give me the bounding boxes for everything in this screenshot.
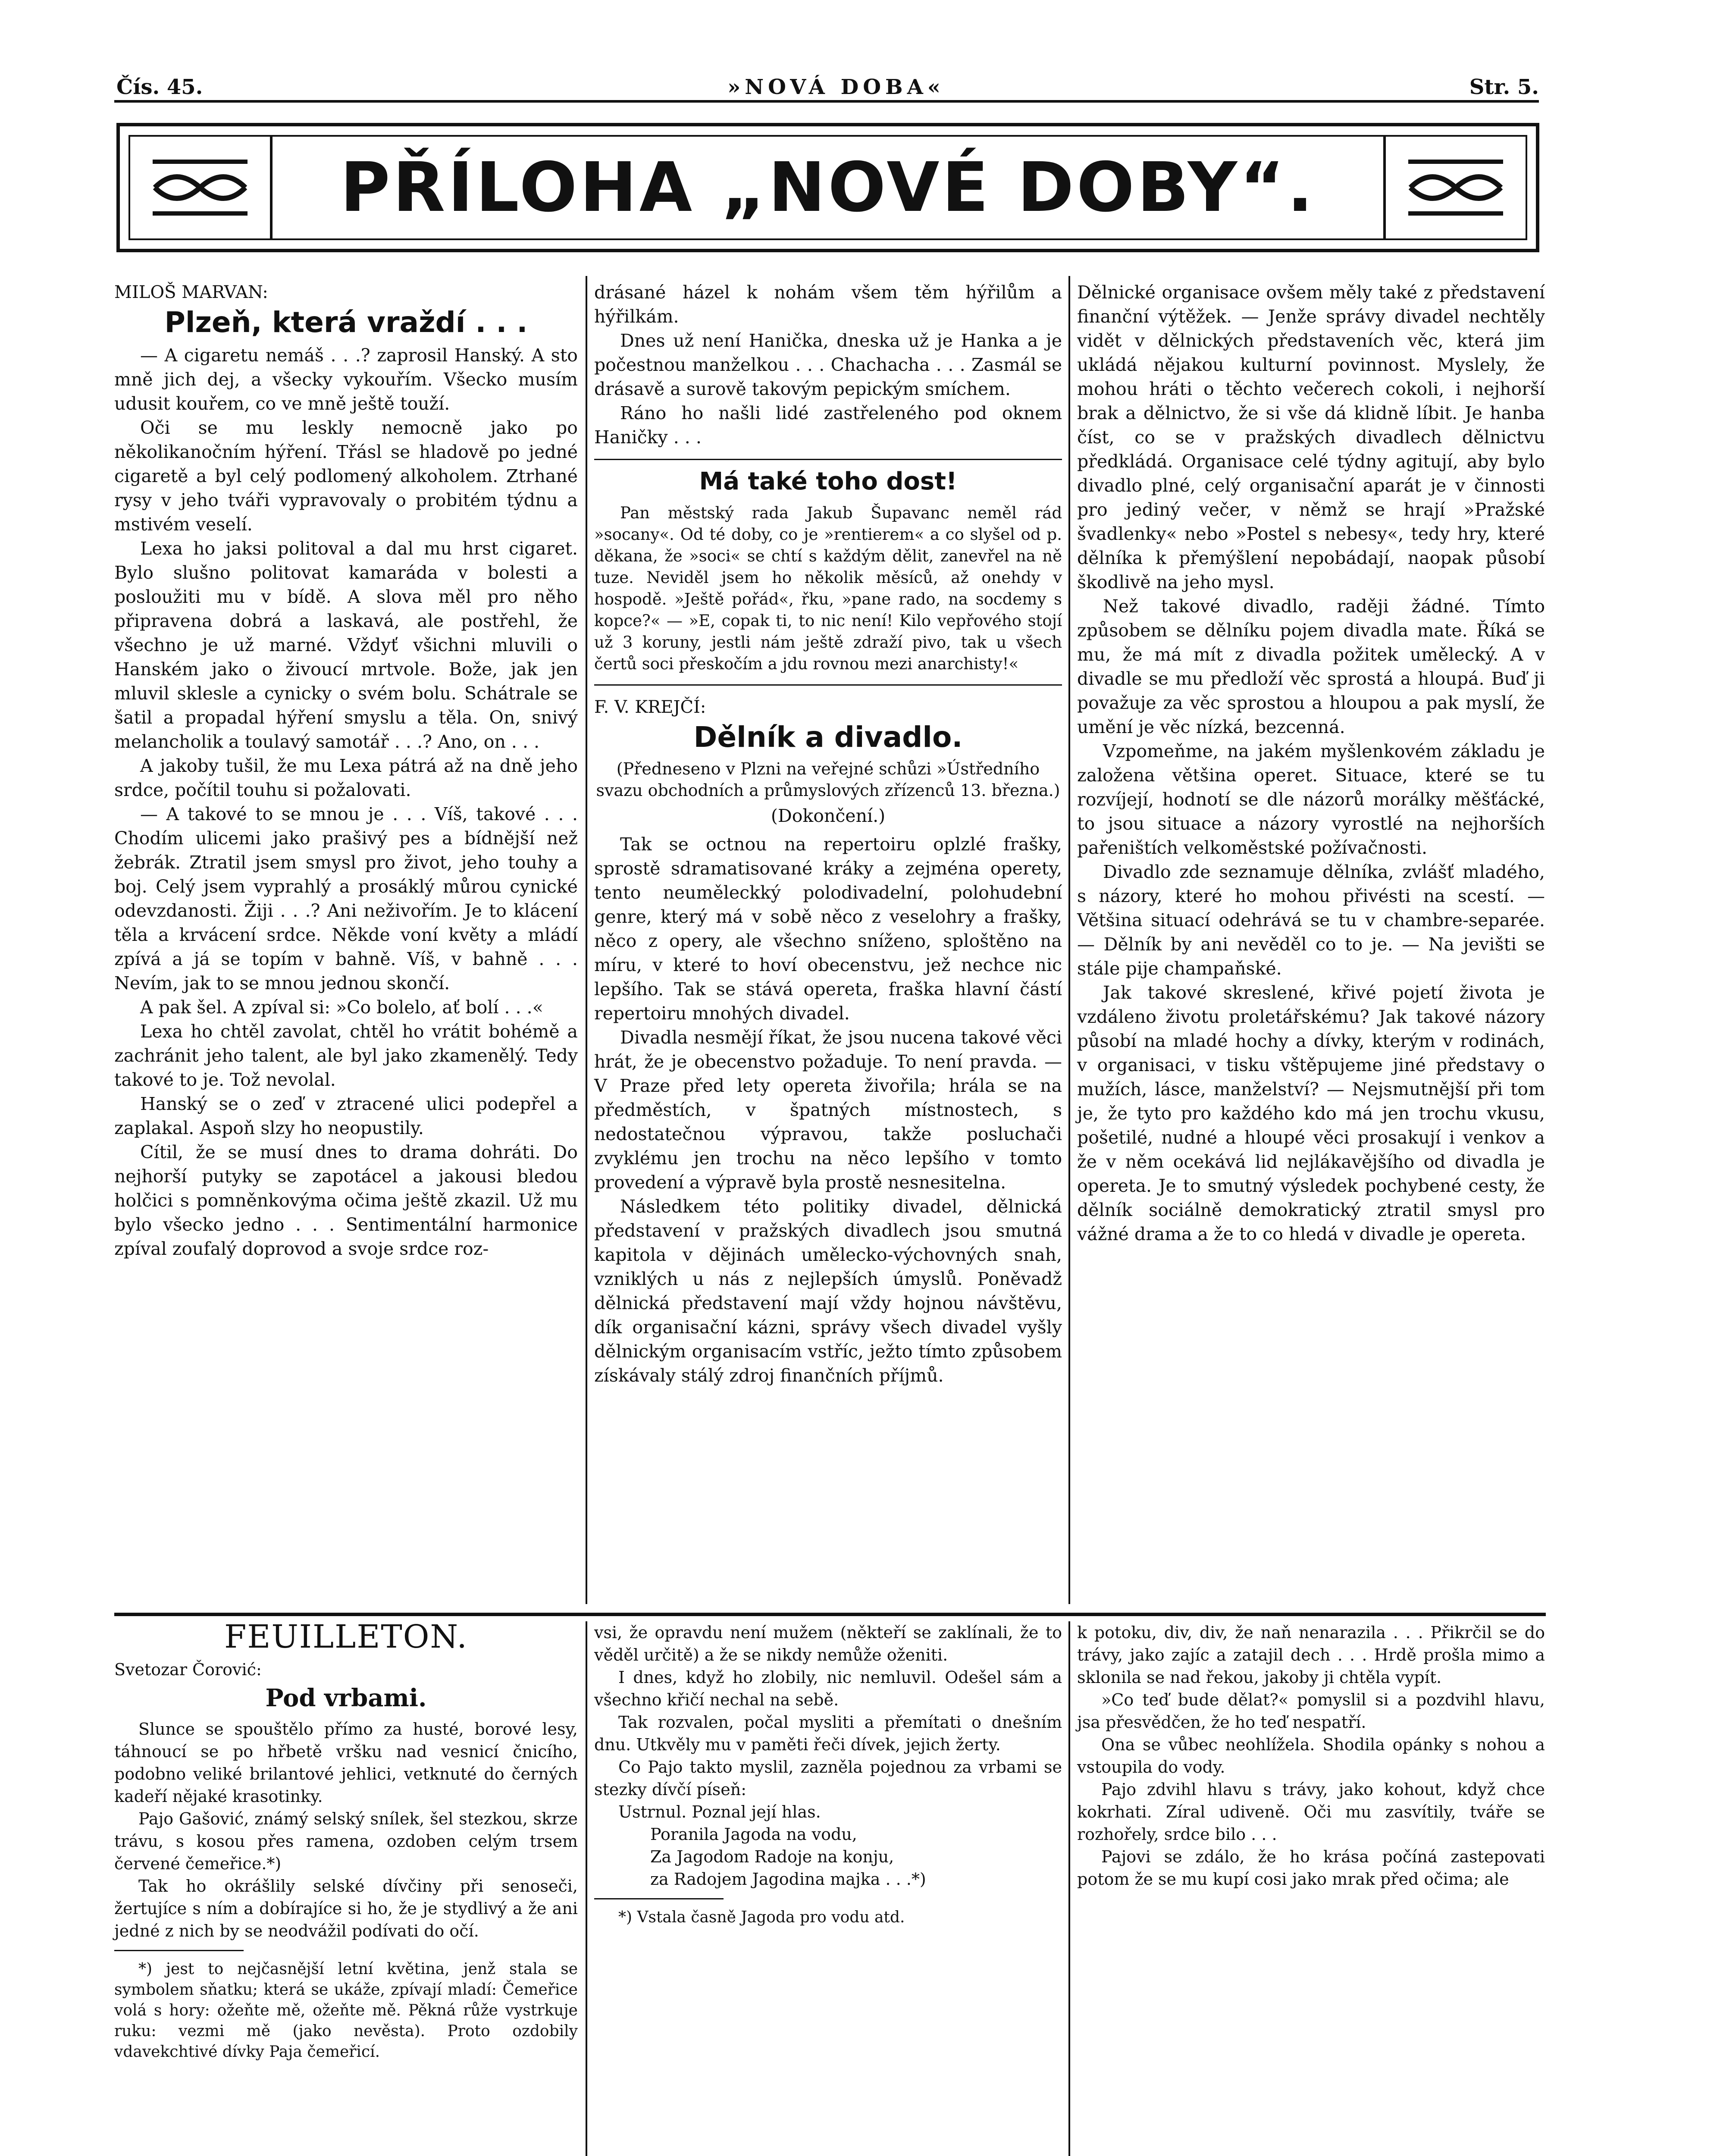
article-subtitle: (Předneseno v Plzni na veřejné schůzi »Ústředního svazu obchodních a průmyslových zřízenců 13. března.) (596, 759, 1060, 800)
article-separator (594, 459, 1062, 460)
article-title: Má také toho dost! (699, 467, 957, 495)
paragraph: Lexa ho chtěl zavolat, chtěl ho vrátit bohémě a zachránit jeho talent, ale byl jako zkamenělý. Tedy takové to je. Tož nevolal. (114, 1021, 578, 1090)
paragraph: Dělnické organisace ovšem měly také z představení finanční výtěžek. — Jenže správy divadel nechtěly vidět v dělnických představeních věc, která jim ukládá nějakou kulturní povinnost. Myslely, že mohou hráti o těchto večerech cokoli, i nejhorší brak a dělnictvo, že si vše dá klidně líbit. Je hanba číst, co se v pražských divadlech dělnictvu předkládá. Organisace celé týdny agitují, aby bylo divadlo plné, celý organisační aparát je v činnosti pro jediný večer, v němž se hrají »Pražské švadlenky« nebo »Postel s nebesy«, tedy hry, které dělníka k přemýšlení nepobádají, naopak působí škodlivě na jeho mysl. (1077, 282, 1545, 592)
paragraph: Pajo zdvihl hlavu s trávy, jako kohout, když chce kokrhati. Zíral udiveně. Oči mu zasvítily, tváře se rozhořely, srdce bilo . . . (1077, 1780, 1545, 1844)
paragraph: Než takové divadlo, raději žádné. Tímto způsobem se dělníku pojem divadla mate. Říká se mu, že má mít z divadla požitek umělecký. A v divadle se mu předloží věc sprostá a hloupá. Buď ji považuje za věc sprostou a hloupou a pak myslí, že umění je věc nízká, bezcenná. (1077, 596, 1545, 737)
footnote: *) jest to nejčasnější letní květina, jenž stala se symbolem sňatku; která se ukáže, zpívají mladí: Čemeřice volá s hory: ožeňte mě, ožeňte mě. Pěkná růže vystrkuje ruku: vezmi mě (jako nevěsta). Proto ozdobily vdavekchtivé dívky Paja čemeřicí. (114, 1960, 578, 2061)
paragraph: Co Pajo takto myslil, zazněla pojednou za vrbami se stezky dívčí píseň: (594, 1758, 1062, 1799)
paragraph: A jakoby tušil, že mu Lexa pátrá až na dně jeho srdce, počítil touhu si požalovati. (114, 755, 578, 800)
footnote: *) Vstala časně Jagoda pro vodu atd. (618, 1908, 905, 1926)
banner-title: PŘÍLOHA „NOVÉ DOBY“. (340, 148, 1316, 227)
ornament-right-icon (1383, 137, 1526, 238)
paragraph: vsi, že opravdu není mužem (někteří se zaklínali, že to věděl určitě) a že se nikdy nemůže oženiti. (594, 1623, 1062, 1664)
column-divider (586, 276, 587, 1604)
paragraph: — A takové to se mnou je . . . Víš, takové . . . Chodím ulicemi jako prašivý pes a bídnější než žebrák. Ztratil jsem smysl pro život, jeho touhy a boj. Celý jsem vyprahlý a prosáklý můrou cynické odevzdanosti. Žiji . . .? Ani neživořím. Je to klácení těla a krvácení srdce. Někde voní květy a mládí zpívá a já se topím v bahně. Víš, v bahně . . . Nevím, jak to se mnou jednou skončí. (114, 804, 578, 993)
continuation-note: (Dokončení.) (771, 805, 886, 826)
paragraph: Cítil, že se musí dnes to drama dohráti. Do nejhorší putyky se zapotácel a jakousi bledou holčici s pomněnkovýma očima ještě zkazil. Už mu bylo všecko jedno . . . Sentimentální harmonice zpíval zoufalý doprovod a svoje srdce roz- (114, 1142, 578, 1259)
column-1 (114, 280, 578, 1261)
paragraph: Dnes už není Hanička, dneska už je Hanka a je počestnou manželkou . . . Chachacha . . . Zasmál se drásavě a surově takovým pepickým smíchem. (594, 330, 1062, 399)
article-title: Plzeň, která vraždí . . . (164, 306, 528, 339)
supplement-banner (116, 123, 1539, 252)
paragraph: Tak rozvalen, počal mysliti a přemítati o dnešním dnu. Utkvěly mu v paměti řeči dívek, jejich žerty. (594, 1713, 1062, 1754)
article-separator (594, 684, 1062, 686)
paragraph: A pak šel. A zpíval si: »Co bolelo, ať bolí . . .« (140, 997, 543, 1018)
paragraph: Lexa ho jaksi politoval a dal mu hrst cigaret. Bylo slušno politovat kamaráda v bolesti a posloužiti mu v bídě. A slova měl pro něho připravena dobrá a laskavá, ale postřehl, že všechno je už marné. Vždyť všichni mluvili o Hanském jako o živoucí mrtvole. Bože, jak jen mluvil sklesle a cynicky o svém bolu. Schátrale se šatil a propadal hýření smyslu a těla. On, snivý melancholik a toulavý samotář . . .? Ano, on . . . (114, 538, 578, 752)
article-byline: F. V. KREJČÍ: (594, 697, 706, 717)
feuilleton-rule (114, 1613, 1546, 1616)
paragraph: Oči se mu leskly nemocně jako po několikanočním hýření. Třásl se hladově po jedné cigaretě a byl celý podlomený alkoholem. Ztrhané rysy v jeho tváři vypravovaly o probitém týdnu a mstivém veselí. (114, 417, 578, 535)
article-title: Dělník a divadlo. (693, 721, 963, 754)
running-header (116, 52, 1539, 99)
paragraph: — A cigaretu nemáš . . .? zaprosil Hanský. A sto mně jich dej, a všecky vykouřím. Všecko musím udusit kouřem, co ve mně ještě touží. (114, 345, 578, 414)
paragraph: »Co teď bude dělat?« pomyslil si a pozdvihl hlavu, jsa přesvědčen, že ho teď nespatří. (1077, 1690, 1545, 1732)
issue-number: Čís. 45. (116, 75, 203, 99)
newspaper-name: »NOVÁ DOBA« (727, 75, 945, 99)
paragraph: drásané házel k nohám všem těm hýřilům a hýřilkám. (594, 282, 1062, 327)
paragraph: Následkem této politiky divadel, dělnická představení v pražských divadlech jsou smutná kapitola v dějinách umělecko-výchovných snah, vzniklých u nás z nejlepších úmyslů. Poněvadž dělnická představení mají vždy hojnou návštěvu, dík organisační kázni, správy všech divadel vyšly dělnickým organisacím vstříc, ježto tímto způsobem získávaly stálý zdroj finančních příjmů. (594, 1196, 1062, 1386)
ornament-left-icon (130, 137, 273, 238)
paragraph: Pajovi se zdálo, že ho krása počíná zastepovati potom že se mu kupí cosi jako mrak před očima; ale (1077, 1847, 1545, 1889)
feuilleton-column-2 (594, 1621, 1062, 1928)
feuilleton-title: Pod vrbami. (265, 1684, 427, 1712)
footnote-rule (114, 1950, 244, 1951)
feuilleton-column-3 (1077, 1621, 1545, 1890)
paragraph: Tak ho okrášlily selské dívčiny při senoseči, žertujíce s ním a dobírajíce si ho, že je stydlivý a že ani jedné z nich by se neodvážil podívati do očí. (114, 1877, 578, 1940)
paragraph: Ustrnul. Poznal její hlas. (618, 1802, 821, 1821)
article-byline: MILOŠ MARVAN: (114, 282, 268, 302)
paragraph: Pan městský rada Jakub Šupavanc neměl rád »socany«. Od té doby, co je »rentierem« a co slyšel od p. děkana, že »soci« se chtí s každým dělit, zanevřel na ně tuze. Neviděl jsem ho několik měsíců, až onehdy v hospodě. »Ještě pořád«, řku, »pane rado, na socdemy s kopce?« — »E, copak ti, to nic není! Kilo vepřového stojí už 3 koruny, jestli nám ještě zdraží pivo, tak u všech čertů soci přeskočím a jdu rovnou mezi anarchisty!« (594, 504, 1062, 673)
paragraph: I dnes, když ho zlobily, nic nemluvil. Odešel sám a všechno křičí nechal na sebě. (594, 1668, 1062, 1709)
poem-line: za Radojem Jagodina majka . . .*) (650, 1870, 926, 1889)
paragraph: Hanský se o zeď v ztracené ulici podepřel a zaplakal. Aspoň slzy ho neopustily. (114, 1094, 578, 1138)
poem-line: Poranila Jagoda na vodu, (650, 1825, 857, 1844)
paragraph: Ona se vůbec neohlížela. Shodila opánky s nohou a vstoupila do vody. (1077, 1735, 1545, 1777)
poem-line: Za Jagodom Radoje na konju, (650, 1847, 894, 1866)
paragraph: Ráno ho našli lidé zastřeleného pod oknem Haničky . . . (594, 403, 1062, 448)
column-divider (1068, 276, 1070, 1604)
column-divider (586, 1621, 587, 2156)
column-2 (594, 280, 1062, 1388)
paragraph: Divadla nesmějí říkat, že jsou nucena takové věci hrát, že je obecenstvo požaduje. To není pravda. — V Praze před lety opereta živořila; hrála se na předměstích, v špatných místnostech, s nedostatečnou výpravou, takže posluchači zvyklému jen trochu na něco lepšího v tomto provedení a výpravě byla prostě nesnesitelna. (594, 1027, 1062, 1193)
page-number: Str. 5. (1469, 75, 1539, 99)
feuilleton-author: Svetozar Čorović: (114, 1660, 262, 1679)
paragraph: Slunce se spouštělo přímo za husté, borové lesy, táhnoucí se po hřbetě vršku nad vesnicí čnicího, podobno veliké brilantové jehlici, vetknuté do černých kadeří nějaké krasotinky. (114, 1720, 578, 1806)
paragraph: Tak se octnou na repertoiru oplzlé frašky, sprostě sdramatisované kráky a zejména operety, tento neuměleckký polodivadelní, polohudební genre, který má v sobě něco z veselohry a frašky, něco z opery, ale všechno sníženo, sploštěno na míru, v které to hoví obecenstvu, jež nechce nic lepšího. Tak se stává opereta, fraška hlavní částí repertoiru mnohých divadel. (594, 834, 1062, 1024)
column-divider (1068, 1621, 1070, 2156)
column-3 (1077, 280, 1545, 1246)
header-rule (114, 100, 1539, 103)
paragraph: Pajo Gašović, známý selský snílek, šel stezkou, skrze trávu, s kosou přes ramena, ozdoben celým trsem červené čemeřice.*) (114, 1809, 578, 1873)
paragraph: Divadlo zde seznamuje dělníka, zvlášť mladého, s názory, které ho mohou přivésti na scestí. — Většina situací odehrává se tu v chambre-separée. — Dělník by ani nevěděl co to je. — Na jevišti se stále pije champaňské. (1077, 862, 1545, 979)
paragraph: k potoku, div, div, že naň nenarazila . . . Přikrčil se do trávy, jako zajíc a zatajil dech . . . Hrdě prošla mimo a sklonila se nad řekou, jakoby ji chtěla vypít. (1077, 1623, 1545, 1687)
paragraph: Vzpomeňme, na jakém myšlenkovém základu je založena většina operet. Situace, které se tu rozvíjejí, hodnotí se dle názorů morálky měšťácké, to jsou situace a názory vyrostlé na nejhorších pařeništích velkoměstské požívačnosti. (1077, 741, 1545, 858)
feuilleton-column-1 (114, 1618, 578, 2062)
paragraph: Jak takové skreslené, křivé pojetí života je vzdáleno životu proletářskému? Jak takové názory působí na mladé hochy a dívky, kterým v rodinách, v organisaci, v tisku vštěpujeme jiné představy o mužích, lásce, manželství? — Nejsmutnější při tom je, že tyto pro každého kdo má jen trochu vkusu, pošetilé, nudné a hloupé věci prosakují i venkov a že v něm ocekává lid nejlákavějšího od divadla je opereta. Je to smutný výsledek pochybené cesty, že dělník sociálně demokratický ztratil smysl pro vážné drama a že to co hledá v divadle je opereta. (1077, 982, 1545, 1244)
footnote-rule (594, 1898, 724, 1899)
feuilleton-heading: FEUILLETON. (224, 1618, 468, 1655)
